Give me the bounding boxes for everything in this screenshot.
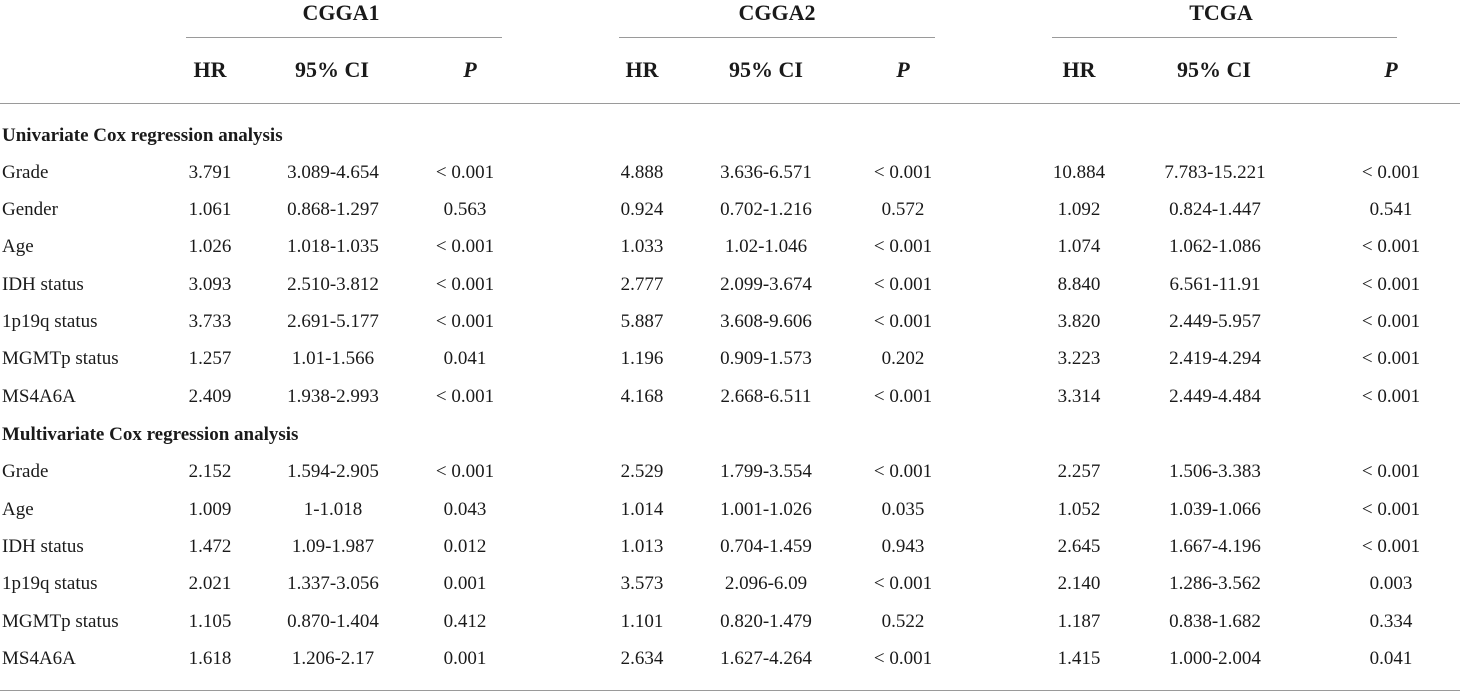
table-cell: 1.018-1.035: [287, 236, 379, 257]
table-cell: 3.820: [1057, 311, 1101, 332]
col-header-hr-tcga: HR: [1062, 57, 1096, 82]
table-cell: 1.206-2.17: [291, 648, 375, 669]
table-cell: 3.733: [188, 311, 232, 332]
table-cell: 3.093: [188, 274, 232, 295]
table-cell: < 0.001: [1361, 348, 1421, 369]
table-cell: < 0.001: [873, 386, 933, 407]
table-cell: < 0.001: [1361, 236, 1421, 257]
table-cell: 2.409: [188, 386, 232, 407]
table-cell: 3.223: [1057, 348, 1101, 369]
table-cell: 0.012: [443, 536, 487, 557]
table-cell: 1-1.018: [303, 499, 363, 520]
table-cell: 0.924: [620, 199, 664, 220]
table-cell: 2.668-6.511: [720, 386, 812, 407]
table-cell: 2.096-6.09: [724, 573, 808, 594]
row-label: Age: [2, 236, 34, 257]
table-cell: < 0.001: [1361, 461, 1421, 482]
table-cell: 1.506-3.383: [1169, 461, 1261, 482]
table-cell: 0.943: [881, 536, 925, 557]
table-cell: 8.840: [1057, 274, 1101, 295]
table-cell: 0.035: [881, 499, 925, 520]
table-cell: 2.449-4.484: [1169, 386, 1261, 407]
table-cell: < 0.001: [873, 236, 933, 257]
table-cell: 0.334: [1369, 611, 1413, 632]
row-label: IDH status: [2, 536, 84, 557]
table-cell: < 0.001: [1361, 274, 1421, 295]
table-cell: 1.074: [1057, 236, 1101, 257]
table-cell: 0.001: [443, 573, 487, 594]
table-cell: 1.196: [620, 348, 664, 369]
table-cell: 1.187: [1057, 611, 1101, 632]
table-cell: 0.541: [1369, 199, 1413, 220]
col-header-hr-cgga1: HR: [193, 57, 227, 82]
row-label: Age: [2, 499, 34, 520]
table-cell: 0.043: [443, 499, 487, 520]
table-cell: 2.529: [620, 461, 664, 482]
group-rule-cgga2: [619, 37, 935, 38]
col-header-p-tcga: P: [1384, 57, 1398, 82]
row-label: Gender: [2, 199, 58, 220]
table-cell: 0.041: [443, 348, 487, 369]
table-cell: 2.634: [620, 648, 664, 669]
table-cell: 1.667-4.196: [1169, 536, 1261, 557]
group-rule-tcga: [1052, 37, 1397, 38]
table-cell: < 0.001: [1361, 162, 1421, 183]
col-header-p-cgga2: P: [896, 57, 910, 82]
table-cell: 0.824-1.447: [1169, 199, 1261, 220]
table-cell: 0.003: [1369, 573, 1413, 594]
table-cell: 1.938-2.993: [287, 386, 379, 407]
row-label: 1p19q status: [2, 311, 98, 332]
table-cell: 1.286-3.562: [1169, 573, 1261, 594]
row-label: MGMTp status: [2, 348, 119, 369]
table-cell: < 0.001: [435, 386, 495, 407]
table-cell: 1.000-2.004: [1169, 648, 1261, 669]
col-header-p-cgga1: P: [463, 57, 477, 82]
table-cell: 0.522: [881, 611, 925, 632]
table-cell: 1.618: [188, 648, 232, 669]
row-label: MS4A6A: [2, 648, 76, 669]
table-cell: 3.791: [188, 162, 232, 183]
table-cell: 1.105: [188, 611, 232, 632]
table-cell: 0.868-1.297: [287, 199, 379, 220]
col-header-hr-cgga2: HR: [625, 57, 659, 82]
table-cell: 2.140: [1057, 573, 1101, 594]
section-title: Multivariate Cox regression analysis: [2, 424, 299, 445]
table-cell: 1.594-2.905: [287, 461, 379, 482]
table-cell: 1.337-3.056: [287, 573, 379, 594]
table-cell: 2.449-5.957: [1169, 311, 1261, 332]
row-label: MGMTp status: [2, 611, 119, 632]
table-cell: 0.870-1.404: [287, 611, 379, 632]
table-cell: 1.627-4.264: [720, 648, 812, 669]
table-cell: 2.691-5.177: [287, 311, 379, 332]
table-cell: 2.777: [620, 274, 664, 295]
table-cell: 0.001: [443, 648, 487, 669]
group-header-cgga2: CGGA2: [738, 0, 816, 25]
table-cell: 4.888: [620, 162, 664, 183]
table-cell: 2.021: [188, 573, 232, 594]
table-cell: 1.09-1.987: [291, 536, 375, 557]
table-cell: 0.838-1.682: [1169, 611, 1261, 632]
row-label: Grade: [2, 162, 49, 183]
table-cell: < 0.001: [873, 311, 933, 332]
table-cell: 1.033: [620, 236, 664, 257]
table-cell: < 0.001: [435, 236, 495, 257]
table-cell: < 0.001: [873, 461, 933, 482]
table-bottom-rule: [0, 690, 1460, 691]
table-cell: < 0.001: [435, 274, 495, 295]
group-rule-cgga1: [186, 37, 502, 38]
table-cell: 10.884: [1052, 162, 1106, 183]
table-cell: 1.799-3.554: [720, 461, 812, 482]
table-cell: 1.101: [620, 611, 664, 632]
table-cell: 0.820-1.479: [720, 611, 812, 632]
table-cell: 6.561-11.91: [1169, 274, 1261, 295]
group-header-cgga1: CGGA1: [302, 0, 380, 25]
table-cell: < 0.001: [1361, 311, 1421, 332]
group-header-tcga: TCGA: [1189, 0, 1253, 25]
table-cell: 1.052: [1057, 499, 1101, 520]
table-cell: 1.026: [188, 236, 232, 257]
table-cell: < 0.001: [435, 162, 495, 183]
table-cell: < 0.001: [435, 461, 495, 482]
table-cell: 5.887: [620, 311, 664, 332]
table-cell: 1.092: [1057, 199, 1101, 220]
header-bottom-rule: [0, 103, 1460, 104]
table-cell: < 0.001: [873, 573, 933, 594]
table-cell: < 0.001: [435, 311, 495, 332]
table-cell: 1.415: [1057, 648, 1101, 669]
table-cell: 1.061: [188, 199, 232, 220]
table-cell: 3.573: [620, 573, 664, 594]
row-label: IDH status: [2, 274, 84, 295]
table-cell: 7.783-15.221: [1164, 162, 1266, 183]
table-cell: 0.041: [1369, 648, 1413, 669]
table-cell: 0.572: [881, 199, 925, 220]
table-cell: 3.089-4.654: [287, 162, 379, 183]
table-cell: 1.039-1.066: [1169, 499, 1261, 520]
table-cell: < 0.001: [873, 648, 933, 669]
table-cell: 1.257: [188, 348, 232, 369]
table-cell: 2.645: [1057, 536, 1101, 557]
table-cell: < 0.001: [1361, 386, 1421, 407]
table-cell: 1.062-1.086: [1169, 236, 1261, 257]
table-cell: 3.314: [1057, 386, 1101, 407]
col-header-ci-cgga1: 95% CI: [295, 57, 369, 82]
table-cell: 2.419-4.294: [1169, 348, 1261, 369]
row-label: MS4A6A: [2, 386, 76, 407]
table-cell: 1.009: [188, 499, 232, 520]
table-cell: 0.202: [881, 348, 925, 369]
table-cell: 4.168: [620, 386, 664, 407]
row-label: 1p19q status: [2, 573, 98, 594]
table-cell: 2.099-3.674: [720, 274, 812, 295]
table-cell: 0.412: [443, 611, 487, 632]
table-cell: 2.152: [188, 461, 232, 482]
table-cell: 0.563: [443, 199, 487, 220]
table-cell: 3.636-6.571: [720, 162, 812, 183]
row-label: Grade: [2, 461, 49, 482]
table-cell: < 0.001: [873, 162, 933, 183]
table-cell: < 0.001: [873, 274, 933, 295]
table-cell: 3.608-9.606: [720, 311, 812, 332]
table-cell: 1.02-1.046: [724, 236, 808, 257]
table-cell: 1.472: [188, 536, 232, 557]
section-title: Univariate Cox regression analysis: [2, 125, 283, 146]
col-header-ci-cgga2: 95% CI: [729, 57, 803, 82]
table-cell: 1.014: [620, 499, 664, 520]
table-cell: 1.013: [620, 536, 664, 557]
table-cell: 0.909-1.573: [720, 348, 812, 369]
table-cell: < 0.001: [1361, 536, 1421, 557]
table-cell: 0.704-1.459: [720, 536, 812, 557]
table-cell: 2.257: [1057, 461, 1101, 482]
table-cell: 0.702-1.216: [720, 199, 812, 220]
col-header-ci-tcga: 95% CI: [1177, 57, 1251, 82]
table-cell: 2.510-3.812: [287, 274, 379, 295]
table-cell: 1.001-1.026: [720, 499, 812, 520]
table-cell: 1.01-1.566: [291, 348, 375, 369]
table-cell: < 0.001: [1361, 499, 1421, 520]
